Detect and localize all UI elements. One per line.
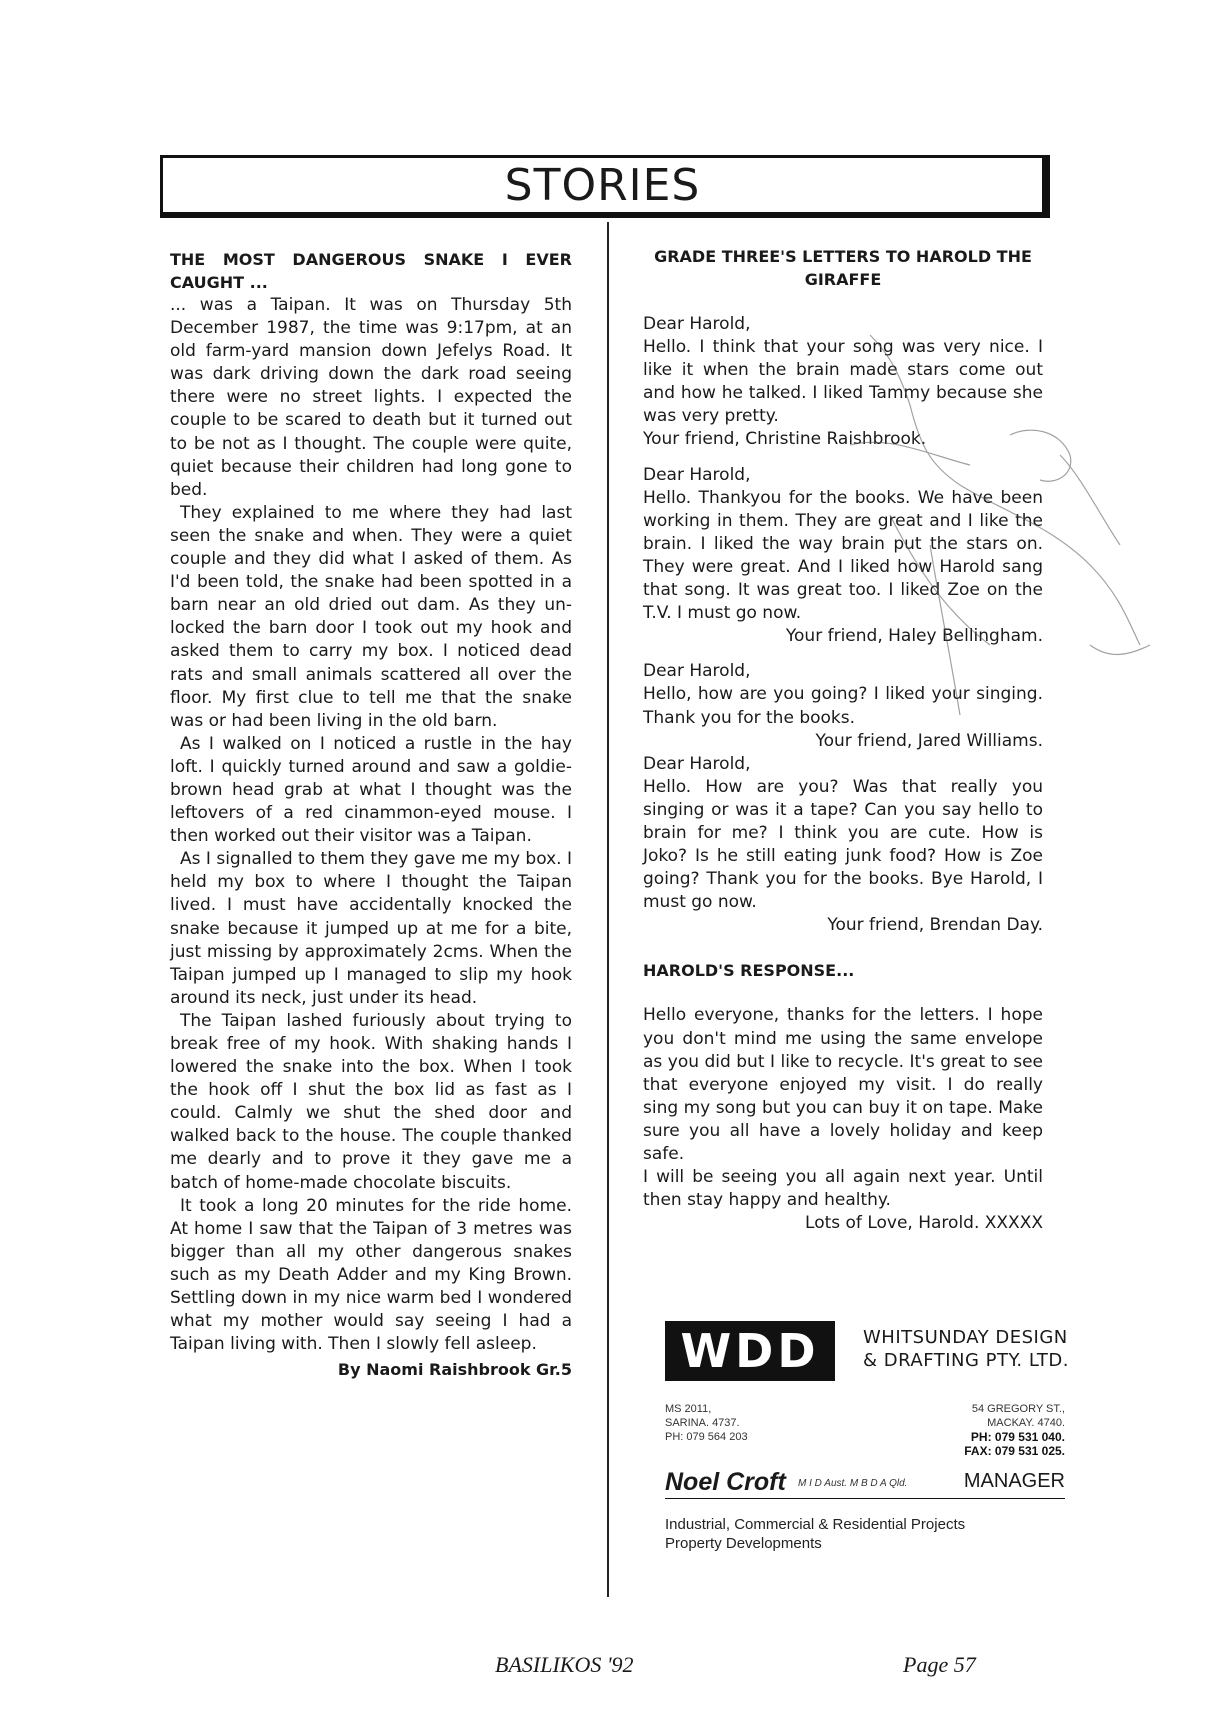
letter-body: Hello. Thankyou for the books. We have been working in them. They are great and I like the brain. I liked the way brain put the stars on. They were great. And I liked how Harold sang that song. It was great too. I liked Zoe on the T.V. I must go now.	[643, 487, 1043, 624]
services	[665, 1515, 1065, 1553]
letter-greeting: Dear Harold,	[643, 464, 751, 485]
address-line: PH: 079 564 203	[665, 1431, 748, 1443]
column-divider	[607, 222, 609, 1597]
manager-line	[665, 1468, 1065, 1499]
letters-section	[643, 245, 1043, 1235]
manager-name: Noel Croft	[665, 1468, 786, 1496]
story-paragraph: As I signalled to them they gave me my box. I held my box to where I thought the Taipan lived. I must have accidentally knocked the snake because it jumped up at me for a bite, just missing by approximately 2cms. When the Taipan jumped up I managed to slip my hook around its neck, just under its head.	[170, 849, 572, 1008]
wdd-advert	[665, 1318, 1069, 1608]
manager-qualifications: M I D Aust. M B D A Qld.	[798, 1478, 908, 1489]
letter-signoff: Your friend, Jared Williams.	[815, 730, 1043, 751]
letter-greeting: Dear Harold,	[643, 661, 751, 682]
footer-publication: BASILIKOS '92	[495, 1652, 634, 1677]
company-line: WHITSUNDAY DESIGN	[863, 1327, 1068, 1348]
letter-body: Hello. How are you? Was that really you singing or was it a tape? Can you say hello to brain for me? I think you are cute. How is Joko? Is he still eating junk food? How is Zoe going? Thank you for the books. Bye Harold, I must go now.	[643, 776, 1043, 913]
company-name	[863, 1326, 1103, 1372]
address-mackay	[865, 1402, 1065, 1458]
address-sarina	[665, 1402, 855, 1444]
phone-number: PH: 079 531 040.	[970, 1430, 1065, 1444]
address-line: MACKAY. 4740.	[987, 1417, 1065, 1429]
response-heading: HAROLD'S RESPONSE...	[643, 961, 855, 981]
services-line: Industrial, Commercial & Residential Projects	[665, 1516, 966, 1533]
logo-text: WDD	[680, 1324, 820, 1378]
story-paragraph: As I walked on I noticed a rustle in the hay loft. I quickly turned around and saw a goldie-brown head grab at what I thought was the leftovers of a red cinammon-eyed mouse. I then worked out their visitor was a Taipan.	[170, 733, 572, 847]
letter-signoff: Your friend, Haley Bellingham.	[785, 626, 1043, 647]
letter	[643, 313, 1043, 452]
letter-signoff: Your friend, Christine Raishbrook.	[643, 429, 927, 450]
address-line: SARINA. 4737.	[665, 1417, 740, 1429]
services-line: Property Developments	[665, 1535, 822, 1552]
letter	[643, 753, 1043, 938]
story-byline: By Naomi Raishbrook Gr.5	[337, 1360, 572, 1380]
response-signoff: Lots of Love, Harold. XXXXX	[805, 1213, 1043, 1234]
letter-body: Hello, how are you going? I liked your singing. Thank you for the books.	[643, 684, 1043, 728]
letter	[643, 464, 1043, 649]
story-paragraph: It took a long 20 minutes for the ride home. At home I saw that the Taipan of 3 metres was bigger than all my other dangerous snakes such as my Death Adder and my King Brown. Settling down in my nice warm bed I wondered what my mother would say seeing I had a Taipan living with. Then I slowly fell asleep.	[170, 1195, 572, 1355]
letter	[643, 660, 1043, 752]
letters-heading: GRADE THREE'S LETTERS TO HAROLD THE GIRAFFE	[654, 247, 1032, 289]
story-heading: THE MOST DANGEROUS SNAKE I EVER CAUGHT ...	[170, 250, 572, 292]
letter-body: Hello. I think that your song was very nice. I like it when the brain made stars come out and how he talked. I liked Tammy because she was very pretty.	[643, 337, 1043, 427]
snake-story	[170, 248, 572, 1381]
response-paragraph: I will be seeing you all again next year. Until then stay happy and healthy.	[643, 1167, 1043, 1211]
fax-number: FAX: 079 531 025.	[964, 1444, 1065, 1458]
footer-page-number: Page 57	[903, 1652, 976, 1677]
letter-signoff: Your friend, Brendan Day.	[827, 915, 1043, 936]
story-paragraph: The Taipan lashed furiously about trying to break free of my hook. With shaking hands I lowered the snake into the box. When I took the hook off I shut the box lid as fast as I could. Calmly we shut the shed door and walked back to the house. The couple thanked me dearly and to prove it they gave me a batch of home-made chocolate biscuits.	[170, 1010, 572, 1193]
response-paragraph: Hello everyone, thanks for the letters. I hope you don't mind me using the same envelope as you did but I like to recycle. It's great to see that everyone enjoyed my visit. I do really sing my song but you can buy it on tape. Make sure you all have a lovely holiday and keep safe.	[643, 1005, 1043, 1164]
story-paragraph: They explained to me where they had last seen the snake and when. They were a quiet couple and they did what I asked of them. As I'd been told, the snake had been spotted in a barn near an old dried out dam. As they un-locked the barn door I took out my hook and asked them to carry my box. I noticed dead rats and small animals scattered all over the floor. My first clue to tell me that the snake was or had been living in the old barn.	[170, 502, 572, 731]
address-line: 54 GREGORY ST.,	[971, 1403, 1065, 1415]
company-line: & DRAFTING PTY. LTD.	[863, 1350, 1069, 1371]
story-paragraph: ... was a Taipan. It was on Thursday 5th December 1987, the time was 9:17pm, at an old farm-yard mansion down Jefelys Road. It was dark driving down the dark road seeing there were no street lights. I expected the couple to be scared to death but it turned out to be not as I thought. The couple were quite, quiet because their children had long gone to bed.	[170, 295, 572, 500]
letter-greeting: Dear Harold,	[643, 314, 751, 334]
address-line: MS 2011,	[665, 1403, 712, 1415]
wdd-logo	[665, 1321, 835, 1381]
stories-banner	[160, 155, 1050, 218]
manager-title: MANAGER	[963, 1470, 1065, 1492]
page-title: STORIES	[504, 160, 701, 211]
letter-greeting: Dear Harold,	[643, 753, 751, 774]
